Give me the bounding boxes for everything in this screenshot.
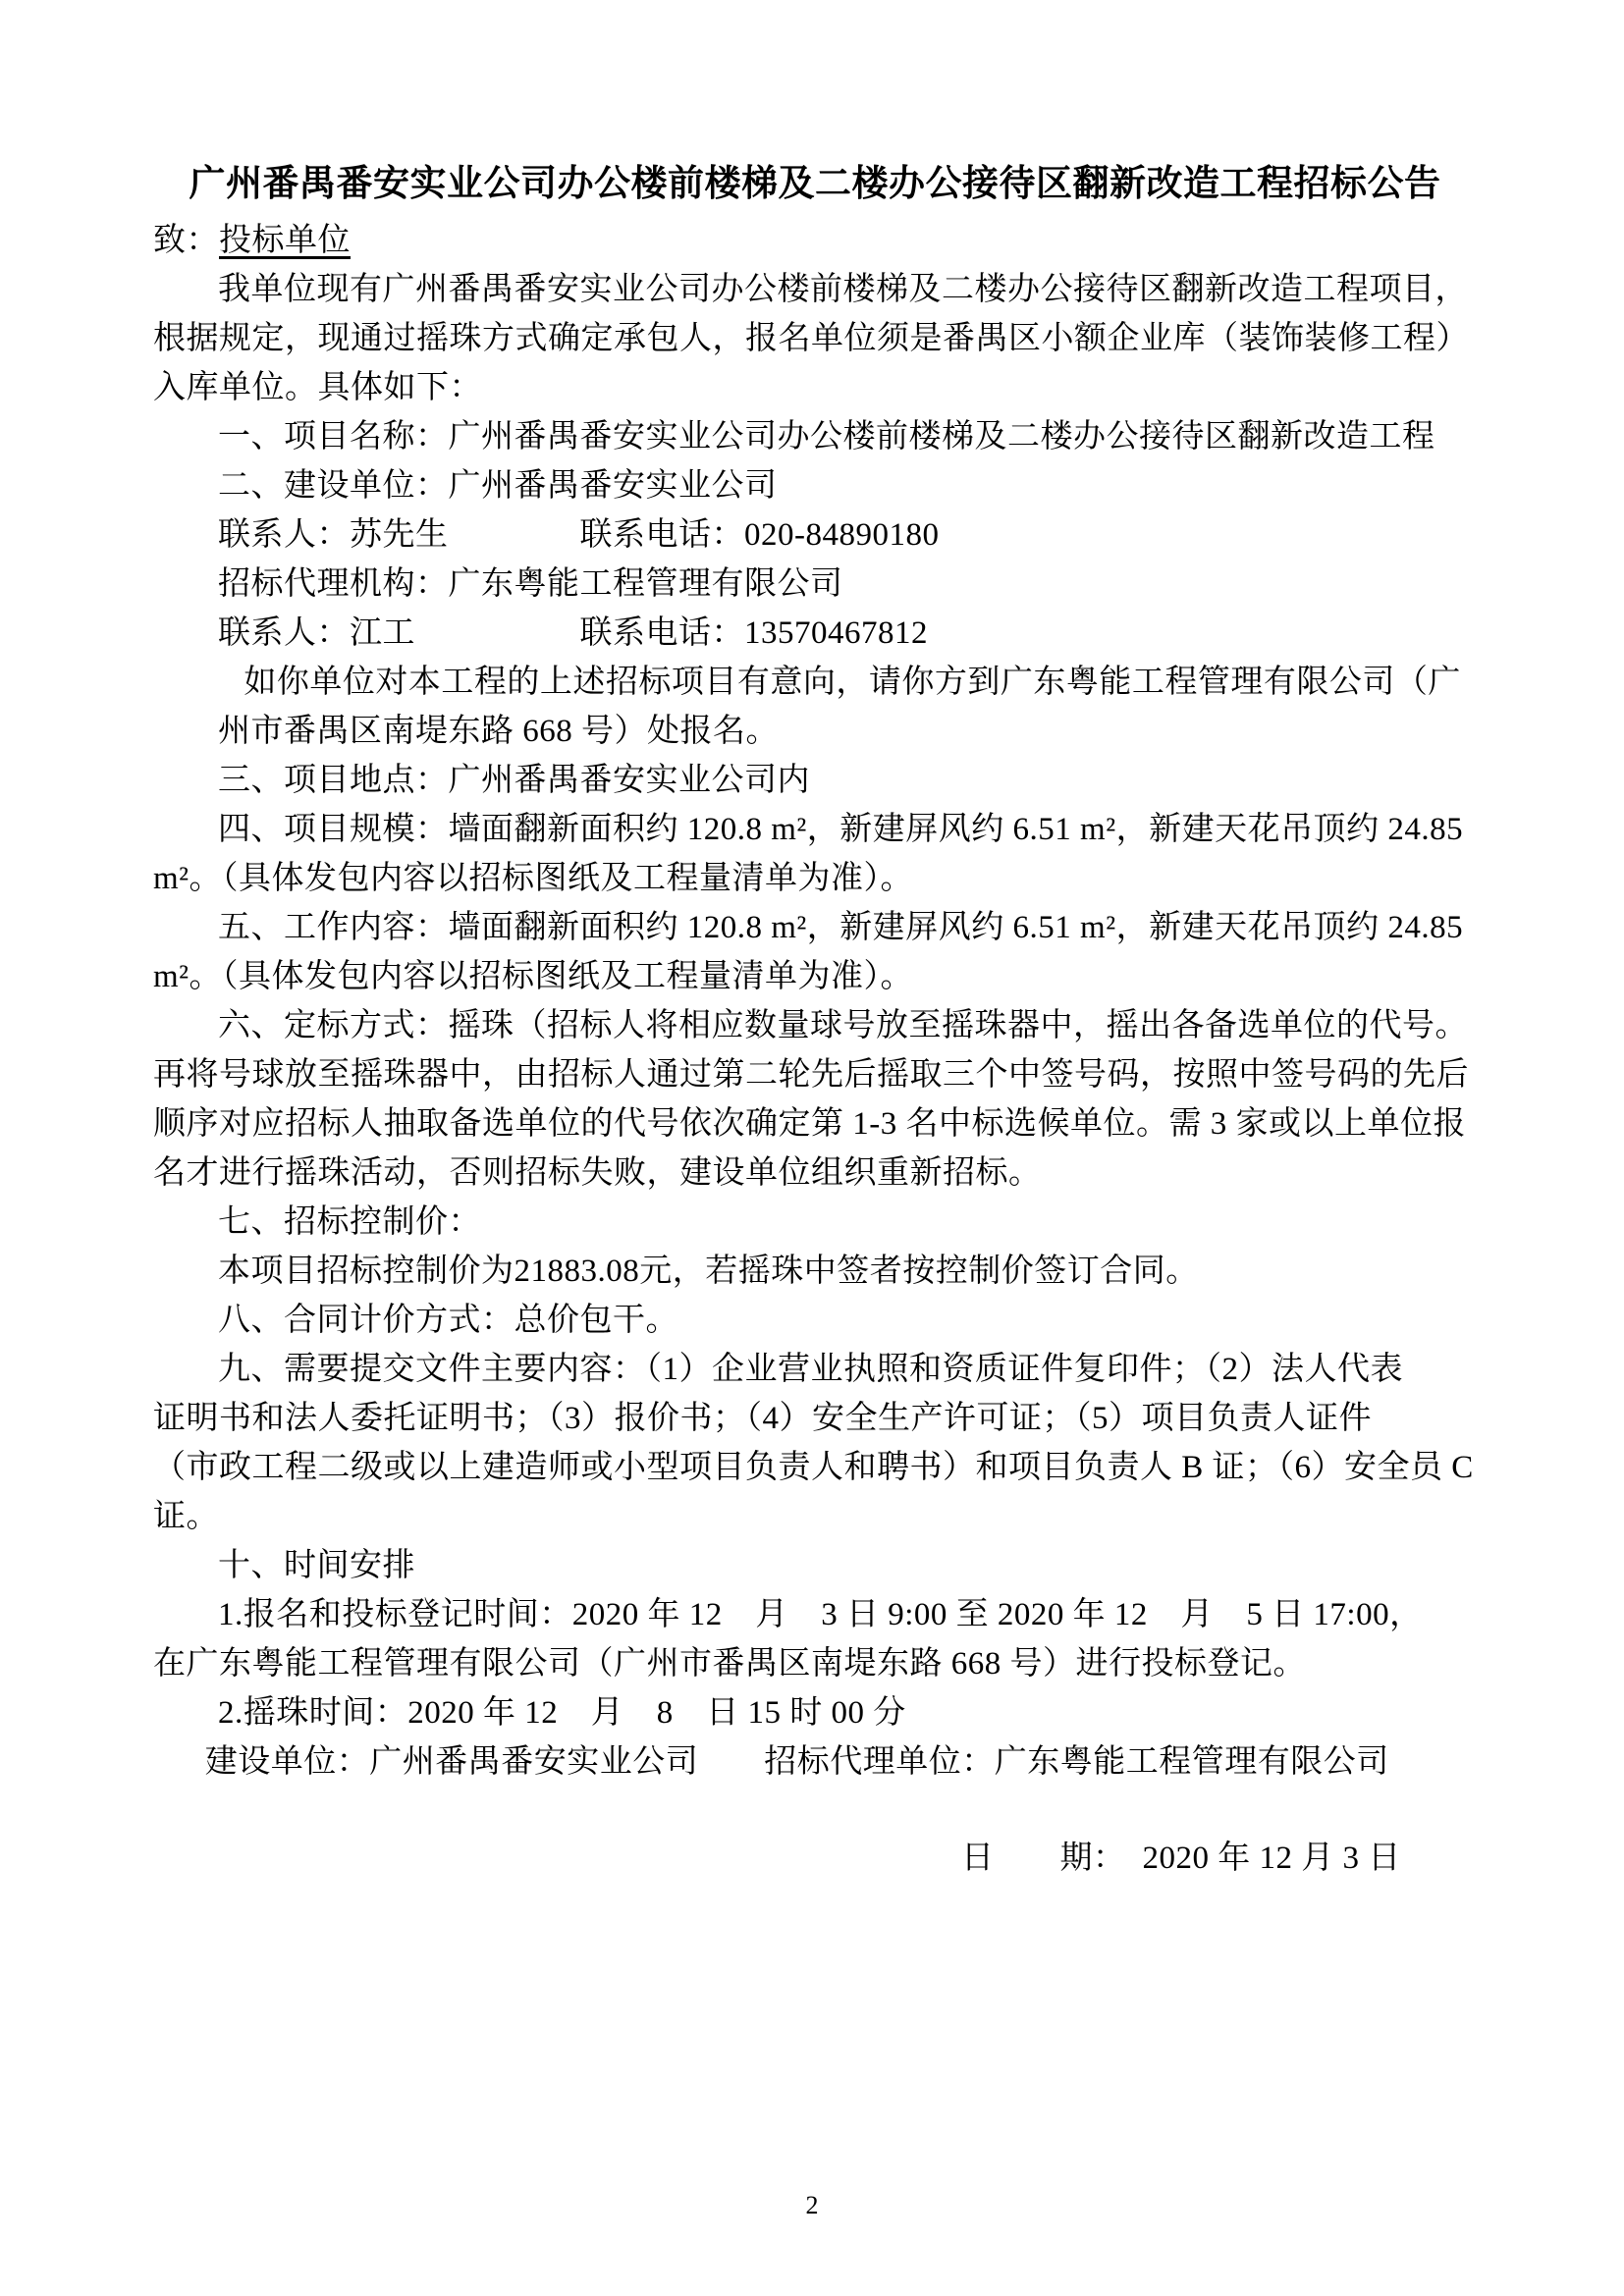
document-line: 十、时间安排 <box>218 1548 415 1583</box>
document-line: 六、定标方式：摇珠（招标人将相应数量球号放至摇珠器中，摇出各备选单位的代号。 <box>218 1008 1468 1043</box>
document-line: 五、工作内容：墙面翻新面积约 120.8 m²，新建屏风约 6.51 m²，新建天花吊顶约 24.85 <box>218 910 1464 945</box>
document-line: 我单位现有广州番禺番安实业公司办公楼前楼梯及二楼办公接待区翻新改造工程项目， <box>218 272 1468 307</box>
salutation-prefix: 致： <box>153 223 219 258</box>
document-line: 七、招标控制价： <box>218 1204 481 1240</box>
document-line: 四、项目规模：墙面翻新面积约 120.8 m²，新建屏风约 6.51 m²，新建天花吊顶约 24.85 <box>218 812 1464 847</box>
document-line: （市政工程二级或以上建造师或小型项目负责人和聘书）和项目负责人 B 证；（6）安全员 C <box>153 1450 1474 1485</box>
page-number: 2 <box>805 2191 819 2219</box>
document-line: 1.报名和投标登记时间：2020 年 12 月 3 日 9:00 至 2020 年 12 月 5 日 17:00， <box>218 1597 1423 1632</box>
document-line: 再将号球放至摇珠器中，由招标人通过第二轮先后摇取三个中签号码，按照中签号码的先后 <box>153 1057 1469 1093</box>
salutation-recipient-underlined: 投标单位 <box>219 223 351 258</box>
document-line: 建设单位：广州番禺番安实业公司 招标代理单位：广东粤能工程管理有限公司 <box>204 1744 1389 1780</box>
document-line: 入库单位。具体如下： <box>153 370 482 405</box>
document-content <box>153 153 1477 1883</box>
document-line: 证明书和法人委托证明书；（3）报价书；（4）安全生产许可证；（5）项目负责人证件 <box>153 1401 1372 1436</box>
document-line: 八、合同计价方式：总价包干。 <box>218 1303 678 1338</box>
document-line: 二、建设单位：广州番禺番安实业公司 <box>218 468 778 504</box>
document-line: 在广东粤能工程管理有限公司（广州市番禺区南堤东路 668 号）进行投标登记。 <box>153 1646 1306 1682</box>
document-line: 联系人：江工 联系电话：13570467812 <box>218 615 928 651</box>
document-line: 一、项目名称：广州番禺番安实业公司办公楼前楼梯及二楼办公接待区翻新改造工程 <box>218 419 1435 454</box>
document-line: 本项目招标控制价为21883.08元，若摇珠中签者按控制价签订合同。 <box>218 1254 1199 1289</box>
document-line: 招标代理机构：广东粤能工程管理有限公司 <box>218 566 843 602</box>
document-line: 名才进行摇珠活动，否则招标失败，建设单位组织重新招标。 <box>153 1155 1042 1191</box>
document-line: m²。（具体发包内容以招标图纸及工程量清单为准）。 <box>153 861 914 896</box>
document-date-line: 日 期： 2020 年 12 月 3 日 <box>961 1841 1401 1876</box>
document-line: 九、需要提交文件主要内容：（1）企业营业执照和资质证件复印件；（2）法人代表 <box>218 1352 1403 1387</box>
document-line: 联系人：苏先生 联系电话：020-84890180 <box>218 517 940 553</box>
document-title: 广州番禺番安实业公司办公楼前楼梯及二楼办公接待区翻新改造工程招标公告 <box>189 164 1441 204</box>
document-body <box>153 265 1477 1787</box>
document-line: 三、项目地点：广州番禺番安实业公司内 <box>218 763 810 798</box>
document-line: 根据规定，现通过摇珠方式确定承包人，报名单位须是番禺区小额企业库（装饰装修工程） <box>153 321 1469 356</box>
document-line: 州市番禺区南堤东路 668 号）处报名。 <box>218 714 779 749</box>
document-line: 顺序对应招标人抽取备选单位的代号依次确定第 1-3 名中标选候单位。需 3 家或以上单位报 <box>153 1106 1466 1142</box>
document-line: m²。（具体发包内容以招标图纸及工程量清单为准）。 <box>153 959 914 994</box>
salutation-line <box>153 216 1477 265</box>
document-line: 证。 <box>153 1499 219 1534</box>
document-line: 2.摇珠时间：2020 年 12 月 8 日 15 时 00 分 <box>218 1695 906 1731</box>
document-line: 如你单位对本工程的上述招标项目有意向，请你方到广东粤能工程管理有限公司（广 <box>244 665 1461 700</box>
